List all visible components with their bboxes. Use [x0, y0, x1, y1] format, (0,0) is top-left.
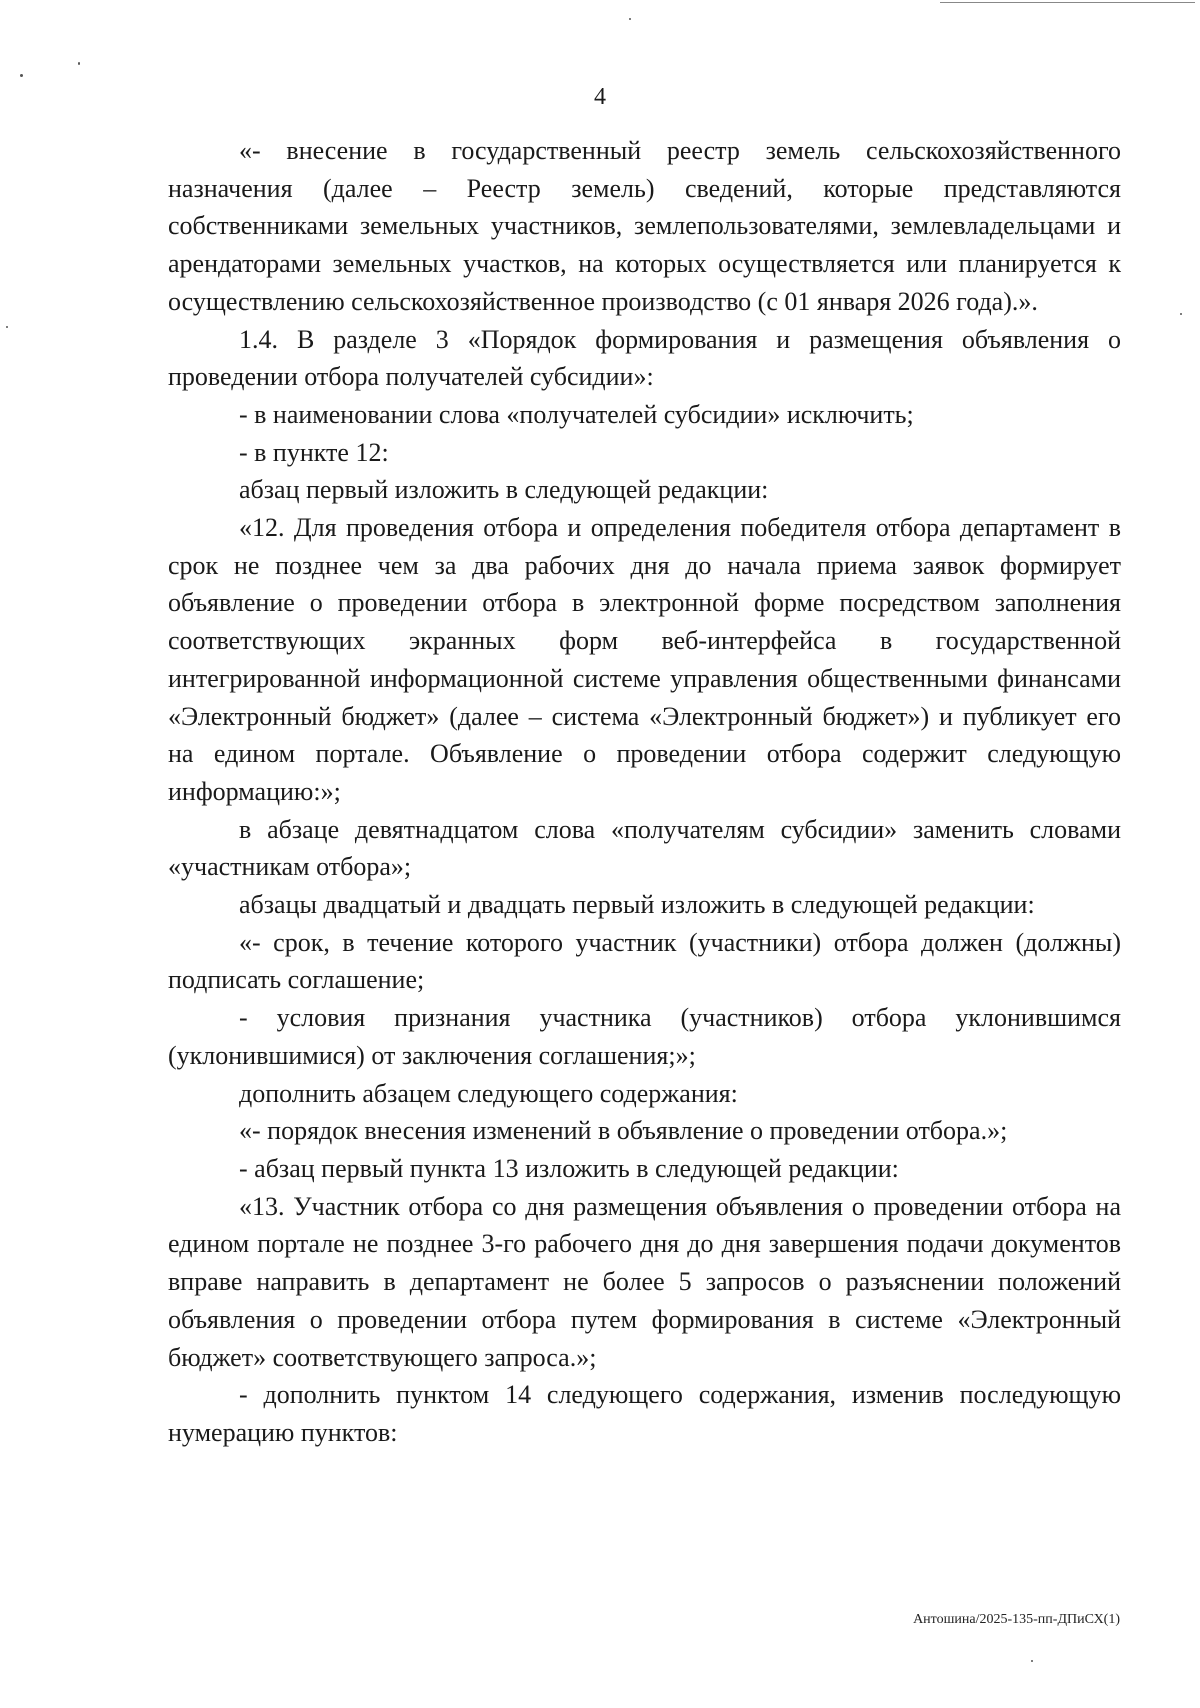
paragraph: «- порядок внесения изменений в объявление о проведении отбора.»; — [239, 1116, 1008, 1146]
paragraph: - в пункте 12: — [239, 437, 389, 467]
paragraph: «13. Участник отбора со дня размещения объявления о проведении отбора на едином портале не позднее 3-го рабочего дня до дня завершения подачи документов вправе направить в департамент не более 5 запросов о разъяснении положений объявления о проведении отбора путем формирования в системе «Электронный бюджет» соответствующего запроса.»; — [168, 1191, 1121, 1372]
paragraph: «12. Для проведения отбора и определения победителя отбора департамент в срок не позднее чем за два рабочих дня до начала приема заявок формирует объявление о проведении отбора в электронной форме посредством заполнения соответствующих экранных форм веб-интерфейса в государственной интегрированной информационной системе управления общественными финансами «Электронный бюджет» (далее – система «Электронный бюджет») и публикует его на едином портале. Объявление о проведении отбора содержит следующую информацию:»; — [168, 513, 1121, 806]
paragraph: «- срок, в течение которого участник (участники) отбора должен (должны) подписать соглашение; — [168, 927, 1121, 995]
scan-speck — [1180, 313, 1182, 315]
paragraph: - условия признания участника (участников) отбора уклонившимся (уклонившимися) от заключения соглашения;»; — [168, 1003, 1121, 1070]
paragraph: дополнить абзацем следующего содержания: — [239, 1078, 738, 1108]
paragraph: - дополнить пунктом 14 следующего содержания, изменив последующую нумерацию пунктов: — [168, 1380, 1121, 1447]
scan-speck — [629, 18, 631, 20]
paragraph: 1.4. В разделе 3 «Порядок формирования и размещения объявления о проведении отбора получателей субсидии»: — [168, 324, 1121, 392]
document-code: Антошина/2025-135-пп-ДПиСХ(1) — [913, 1612, 1120, 1627]
paragraph: в абзаце девятнадцатом слова «получателям субсидии» заменить словами «участникам отбора»; — [168, 814, 1121, 882]
scan-speck — [78, 62, 80, 65]
scan-speck — [1031, 1660, 1033, 1662]
paragraph: «- внесение в государственный реестр земель сельскохозяйственного назначения (далее – Реестр земель) сведений, которые представляются собственниками земельных участников, землепользователями, землевладельцами и арендаторами земельных участков, на которых осуществляется или планируется к осуществлению сельскохозяйственное производство (с 01 января 2026 года).». — [168, 136, 1121, 316]
scan-edge-line — [940, 2, 1195, 3]
document-body — [168, 132, 1121, 1452]
scan-speck — [20, 74, 23, 77]
paragraph: абзац первый изложить в следующей редакции: — [239, 475, 769, 505]
paragraph: абзацы двадцатый и двадцать первый изложить в следующей редакции: — [239, 890, 1035, 920]
paragraph: - в наименовании слова «получателей субсидии» исключить; — [239, 399, 914, 429]
scan-speck — [6, 326, 8, 328]
paragraph: - абзац первый пункта 13 изложить в следующей редакции: — [239, 1153, 899, 1183]
page-number: 4 — [594, 84, 606, 110]
